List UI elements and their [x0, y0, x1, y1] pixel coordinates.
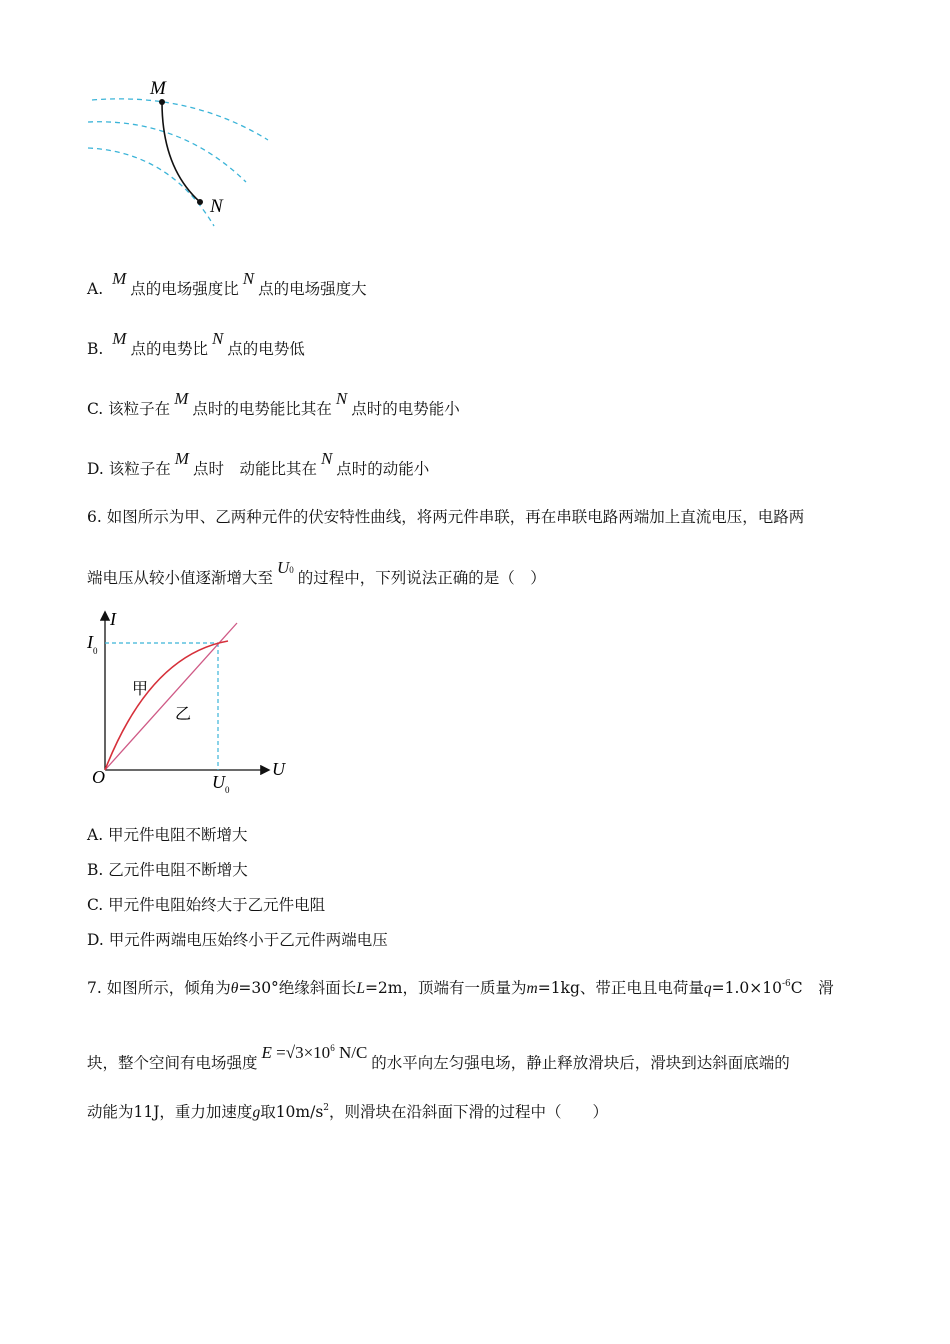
- label-yi: 乙: [175, 706, 192, 723]
- q6-option-b: B. 乙元件电阻不断增大: [87, 861, 248, 879]
- trajectory-curve: [162, 102, 200, 202]
- label-m: M: [150, 78, 166, 99]
- u0-label: $U_0$: [212, 772, 230, 795]
- label-jia: 甲: [132, 681, 149, 698]
- q6-option-d: D. 甲元件两端电压始终小于乙元件两端电压: [87, 931, 388, 949]
- point-m: [159, 99, 165, 105]
- origin-label: O: [92, 767, 105, 787]
- q7-stem-line2: 块，整个空间有电场强度$E =√3\times 10^6$ N/C的水平向左匀强电场，静止释放滑块后，滑块到达斜面底端的: [87, 1043, 790, 1072]
- label-n: N: [210, 196, 223, 217]
- field-line-dashed: [92, 99, 268, 140]
- q7-stem-line3: 动能为11J，重力加速度g取$10m/s^2$，则滑块在沿斜面下滑的过程中（ ）: [87, 1103, 609, 1121]
- point-n: [197, 199, 203, 205]
- axis-label-u: U: [272, 759, 285, 779]
- q5-option-b: B. M点的电势比N点的电势低: [87, 329, 305, 358]
- field-line-dashed: [88, 122, 246, 182]
- q6-option-c: C. 甲元件电阻始终大于乙元件电阻: [87, 896, 326, 914]
- q6-stem-line2: 端电压从较小值逐渐增大至U0 的过程中，下列说法正确的是（ ）: [87, 558, 546, 587]
- axis-label-i: I: [110, 609, 116, 629]
- i0-label: $I_0$: [87, 632, 98, 656]
- q5-option-c: C. 该粒子在M点时的电势能比其在N点时的电势能小: [87, 389, 460, 418]
- q5-option-d: D. 该粒子在M点时 动能比其在N点时的动能小: [87, 449, 430, 478]
- iu-graph-figure: [80, 605, 300, 800]
- curve-yi: [105, 623, 237, 770]
- curve-jia: [105, 641, 228, 770]
- field-formula: $E =√3\times 10^6$ N/C: [261, 1043, 368, 1062]
- field-lines-figure: [80, 70, 280, 235]
- q5-option-a: A. M点的电场强度比N点的电场强度大: [87, 269, 367, 298]
- field-line-dashed: [88, 148, 214, 226]
- q6-stem-line1: 6. 如图所示为甲、乙两种元件的伏安特性曲线，将两元件串联，再在串联电路两端加上直流电压，电路两: [87, 508, 805, 526]
- q6-option-a: A. 甲元件电阻不断增大: [87, 826, 248, 844]
- q7-stem-line1: 7. 如图所示，倾角为θ=30°绝缘斜面长L=2m，顶端有一质量为m=1kg、带正电且电荷量$q=1.0\times 10^{-6}C$ 滑: [87, 979, 834, 997]
